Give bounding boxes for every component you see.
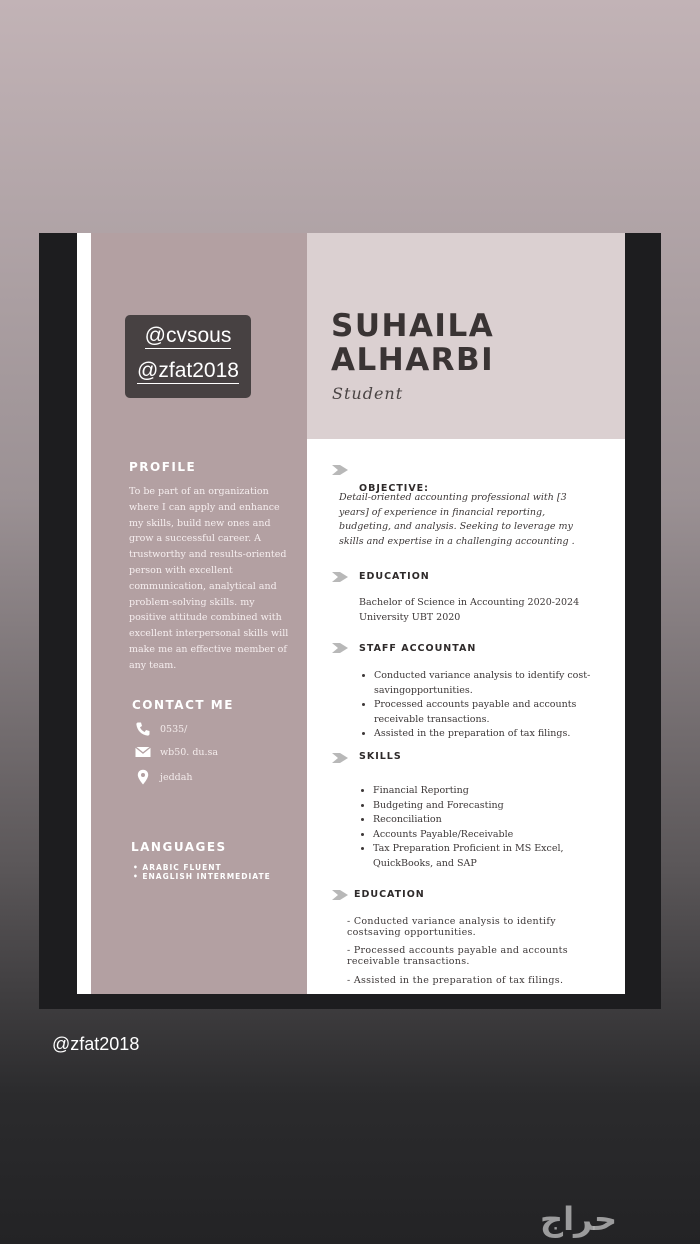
chevron-right-icon xyxy=(331,889,349,901)
list-item: • Processed accounts payable and accounts receivable transactions. xyxy=(374,698,604,727)
list-item: • Budgeting and Forecasting xyxy=(373,799,603,814)
education-heading: EDUCATION xyxy=(359,571,430,582)
skills-list xyxy=(359,784,603,871)
resume-role: Student xyxy=(332,384,404,403)
contact-email-value: wb50. du.sa xyxy=(160,747,219,758)
first-name: SUHAILA xyxy=(331,308,495,344)
skills-heading: SKILLS xyxy=(359,751,402,762)
profile-text: To be part of an organization where I can apply and enhance my skills, build new ones and grow a successful career. A trustworthy and results-oriented person with excellent communication, analytical and problem-solving skills. my positive attitude combined with excellent interpersonal skills will make me an effective member of any team. xyxy=(129,486,289,671)
chevron-right-icon xyxy=(331,642,349,654)
staff-list xyxy=(360,669,604,742)
education2-heading: EDUCATION xyxy=(354,889,425,900)
handle-stamp xyxy=(125,315,251,398)
contact-heading: CONTACT ME xyxy=(132,698,234,712)
languages-list xyxy=(133,863,271,881)
phone-icon xyxy=(135,721,151,737)
list-item: • Conducted variance analysis to identify cost-savingopportunities. xyxy=(374,669,604,698)
list-item: • Assisted in the preparation of tax filings. xyxy=(374,727,604,742)
education2-item-3: - Assisted in the preparation of tax filings. xyxy=(347,975,564,986)
objective-text: Detail-oriented accounting professional with [3 years] of experience in financial reporting, budgeting, and analysis. Seeking to leverage my skills and expertise in a challenging accounting . xyxy=(339,492,575,547)
education2-item-1: - Conducted variance analysis to identify costsaving opportunities. xyxy=(347,916,556,938)
education-details xyxy=(359,596,609,625)
chevron-right-icon xyxy=(331,571,349,583)
profile-heading: PROFILE xyxy=(129,460,197,474)
resume-page xyxy=(77,233,625,994)
stamp-handle-2: @zfat2018 xyxy=(137,359,239,382)
language-item: • ARABIC FLUENT xyxy=(133,863,271,872)
contact-location-value: jeddah xyxy=(160,772,193,783)
location-icon xyxy=(135,769,151,785)
list-item: • Accounts Payable/Receivable xyxy=(373,828,603,843)
mail-icon xyxy=(135,744,151,760)
chevron-right-icon xyxy=(331,752,349,764)
list-item: • Reconciliation xyxy=(373,813,603,828)
education-university: University UBT 2020 xyxy=(359,611,461,623)
caption-handle: @zfat2018 xyxy=(52,1034,140,1054)
chevron-right-icon xyxy=(331,464,349,476)
last-name: ALHARBI xyxy=(331,342,495,378)
stamp-handle-1: @cvsous xyxy=(144,324,232,347)
education-degree: Bachelor of Science in Accounting 2020-2024 xyxy=(359,597,580,608)
objective-heading: OBJECTIVE: xyxy=(359,483,429,494)
list-item: • Financial Reporting xyxy=(373,784,603,799)
site-watermark: حراج xyxy=(540,1200,617,1238)
resume-name xyxy=(331,309,494,377)
list-item: • Tax Preparation Proficient in MS Excel, QuickBooks, and SAP xyxy=(373,842,603,871)
languages-heading: LANGUAGES xyxy=(131,840,227,854)
language-item: • ENAGLISH INTERMEDIATE xyxy=(133,872,271,881)
staff-heading: STAFF ACCOUNTAN xyxy=(359,643,477,654)
education2-item-2: - Processed accounts payable and accounts receivable transactions. xyxy=(347,945,568,967)
contact-phone-value: 0535/ xyxy=(160,724,188,735)
